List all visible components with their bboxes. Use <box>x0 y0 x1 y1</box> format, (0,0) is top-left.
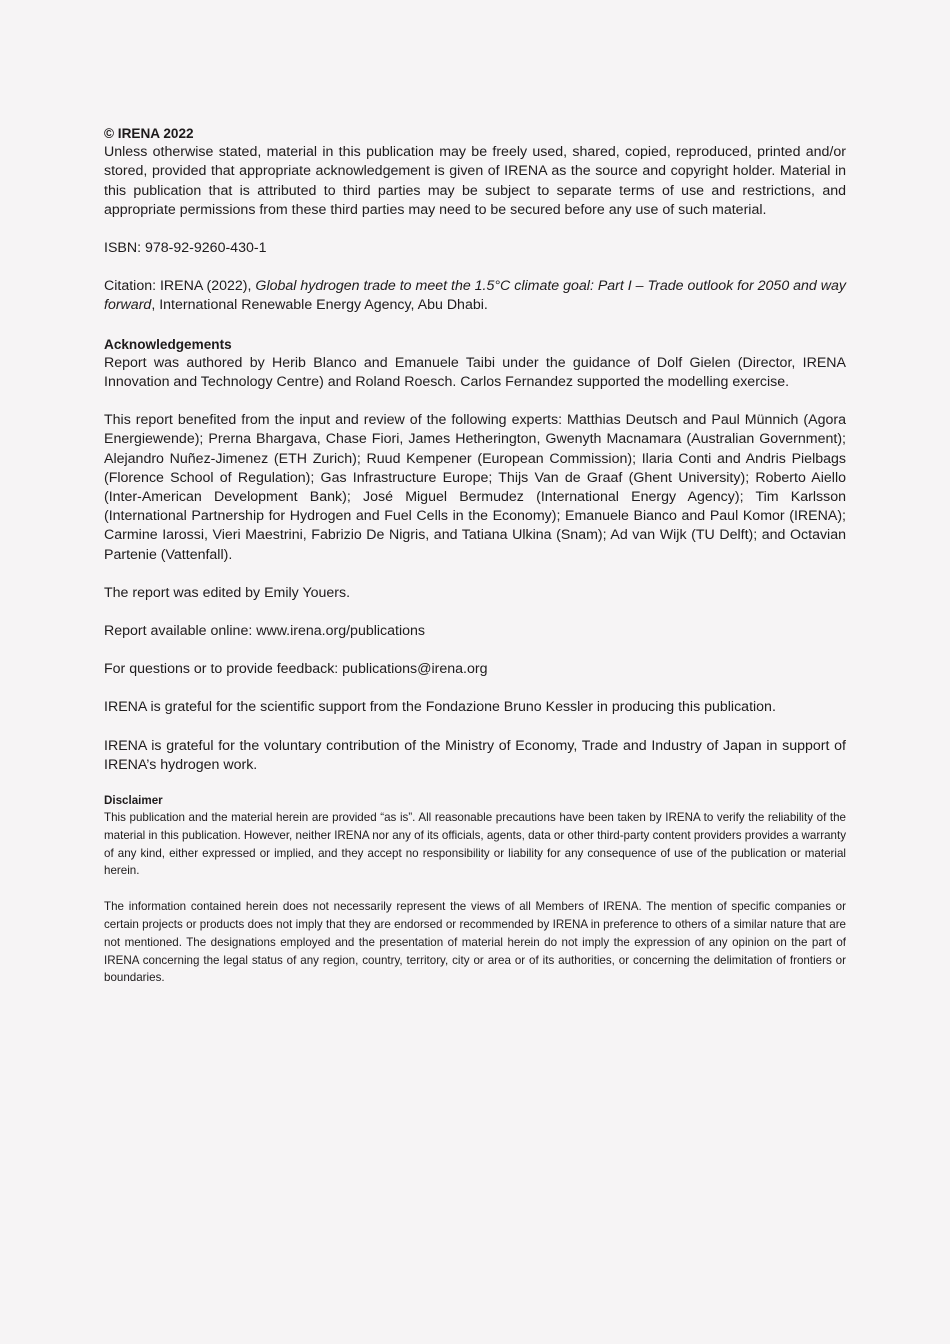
citation-title: Global hydrogen trade to meet the 1.5°C climate goal: Part I – Trade outlook for 2050 and way forward <box>104 278 846 314</box>
japan-text: IRENA is grateful for the voluntary contribution of the Ministry of Economy, Trade and Industry of Japan in support of IRENA’s hydrogen work. <box>104 737 846 773</box>
citation-text <box>104 277 846 315</box>
disclaimer-section <box>104 793 846 987</box>
acknowledgements-heading: Acknowledgements <box>104 336 232 352</box>
disclaimer-para-1: This publication and the material herein are provided “as is”. All reasonable precautions have been taken by IRENA to verify the reliability of the material in this publication. However, neither IRENA nor any of its officials, agents, data or other third-party content providers provides a warranty of any kind, either expressed or implied, and they accept no responsibility or liability for any consequence of use of the publication or material herein. <box>104 811 846 878</box>
citation-suffix: , International Renewable Energy Agency, Abu Dhabi. <box>151 297 488 314</box>
disclaimer-para-2: The information contained herein does not necessarily represent the views of all Members of IRENA. The mention of specific companies or certain projects or products does not imply that they are endorsed or recommended by IRENA in preference to others of a similar nature that are not mentioned. The designations employed and the presentation of material herein do not imply the expression of any opinion on the part of IRENA concerning the legal status of any region, country, territory, city or area or of its authorities, or concerning the delimitation of frontiers or boundaries. <box>104 900 846 985</box>
fbk-text: IRENA is grateful for the scientific support from the Fondazione Bruno Kessler in producing this publication. <box>104 699 776 716</box>
isbn-text: ISBN: 978-92-9260-430-1 <box>104 240 267 257</box>
feedback-text: For questions or to provide feedback: publications@irena.org <box>104 661 488 678</box>
document-page <box>104 124 846 987</box>
citation-prefix: Citation: IRENA (2022), <box>104 278 256 295</box>
experts-text: This report benefited from the input and review of the following experts: Matthias Deutsch and Paul Münnich (Agora Energiewende); Prerna Bhargava, Chase Fiori, James Hetherington, Gwenyth Macnamara (Australian Government); Alejandro Nuñez-Jimenez (ETH Zurich); Ruud Kempener (European Commission); Ilaria Conti and Andris Pielbags (Florence School of Regulation); Gas Infrastructure Europe; Thijs Van de Graaf (Ghent University); Roberto Aiello (Inter-American Development Bank); José Miguel Bermudez (International Energy Agency); Tim Karlsson (International Partnership for Hydrogen and Fuel Cells in the Economy); Emanuele Bianco and Paul Komor (IRENA); Carmine Iarossi, Vieri Maestrini, Fabrizio De Nigris, and Tatiana Ulkina (Snam); Ad van Wijk (TU Delft); and Octavian Partenie (Vattenfall). <box>104 412 846 563</box>
editor-text: The report was edited by Emily Youers. <box>104 584 351 601</box>
copyright-text: Unless otherwise stated, material in this publication may be freely used, shared, copied, reproduced, printed and/or stored, provided that appropriate acknowledgement is given of IRENA as the source and copyright holder. Material in this publication that is attributed to third parties may be subject to separate terms of use and restrictions, and appropriate permissions from these third parties may need to be secured before any use of such material. <box>104 144 846 218</box>
online-text: Report available online: www.irena.org/publications <box>104 623 425 640</box>
copyright-heading: © IRENA 2022 <box>104 126 194 141</box>
authors-text: Report was authored by Herib Blanco and Emanuele Taibi under the guidance of Dolf Gielen (Director, IRENA Innovation and Technology Centre) and Roland Roesch. Carlos Fernandez supported the modelling exercise. <box>104 354 846 391</box>
disclaimer-heading: Disclaimer <box>104 794 163 808</box>
